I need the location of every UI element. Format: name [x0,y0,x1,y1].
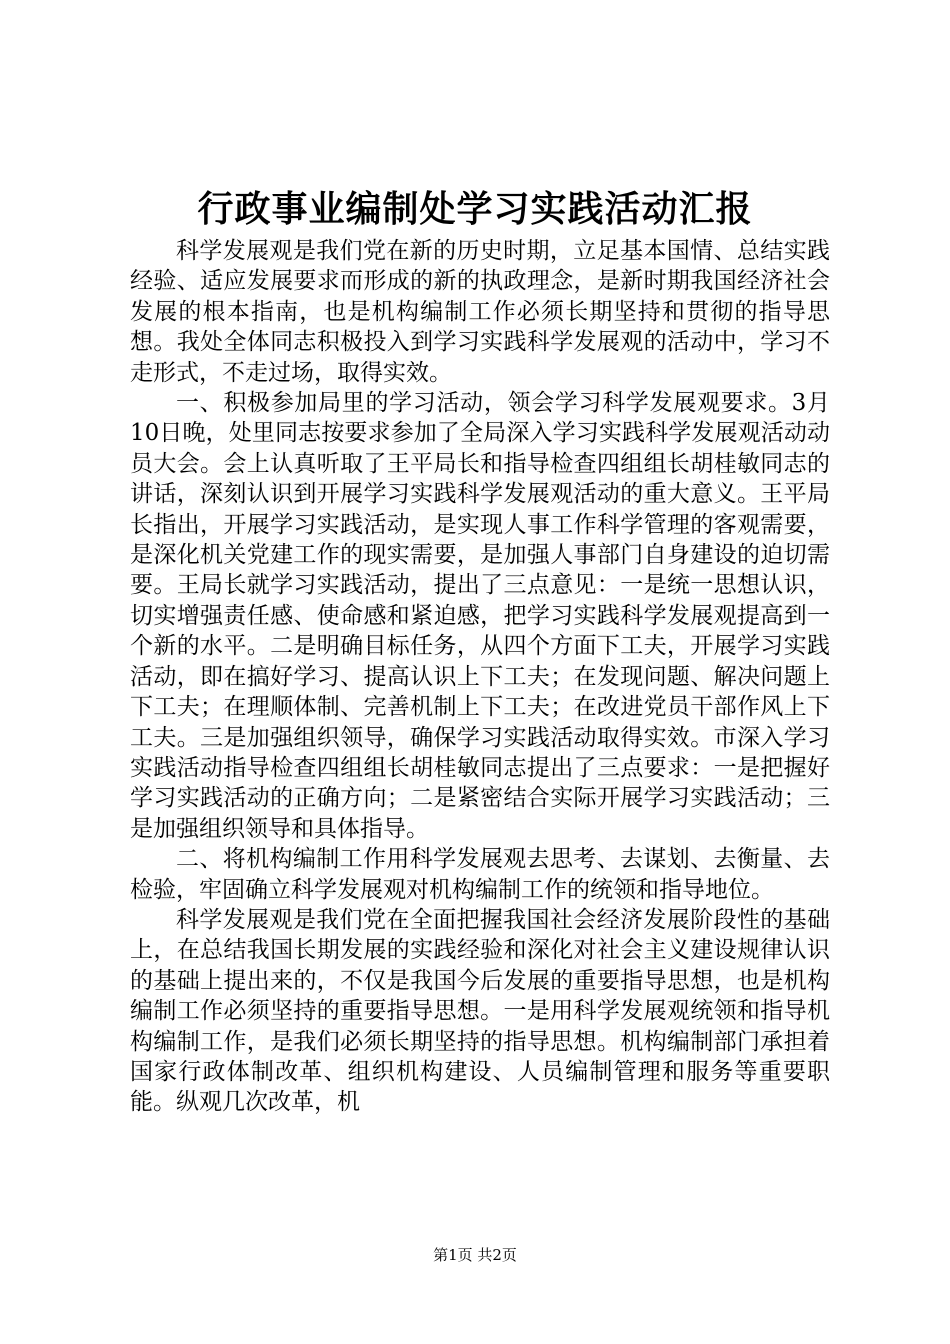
paragraph: 科学发展观是我们党在全面把握我国社会经济发展阶段性的基础上，在总结我国长期发展的实践经验和深化对社会主义建设规律认识的基础上提出来的，不仅是我国今后发展的重要指导思想，也是机构编制工作必须坚持的重要指导思想。一是用科学发展观统领和指导机构编制工作，是我们必须长期坚持的指导思想。机构编制部门承担着国家行政体制改革、组织机构建设、人员编制管理和服务等重要职能。纵观几次改革，机 [130,906,830,1116]
paragraph: 科学发展观是我们党在新的历史时期，立足基本国情、总结实践经验、适应发展要求而形成的新的执政理念，是新时期我国经济社会发展的根本指南，也是机构编制工作必须长期坚持和贯彻的指导思想。我处全体同志积极投入到学习实践科学发展观的活动中，学习不走形式，不走过场，取得实效。 [130,238,830,386]
document-title: 行政事业编制处学习实践活动汇报 [197,188,753,230]
document-body [130,236,830,1118]
page-footer: 第1页 共2页 [433,1246,517,1264]
paragraph: 二、将机构编制工作用科学发展观去思考、去谋划、去衡量、去检验，牢固确立科学发展观对机构编制工作的统领和指导地位。 [130,846,830,903]
paragraph: 一、积极参加局里的学习活动，领会学习科学发展观要求。3月10日晚，处里同志按要求参加了全局深入学习实践科学发展观活动动员大会。会上认真听取了王平局长和指导检查四组组长胡桂敏同志的讲话，深刻认识到开展学习实践科学发展观活动的重大意义。王平局长指出，开展学习实践活动，是实现人事工作科学管理的客观需要，是深化机关党建工作的现实需要，是加强人事部门自身建设的迫切需要。王局长就学习实践活动，提出了三点意见：一是统一思想认识，切实增强责任感、使命感和紧迫感，把学习实践科学发展观提高到一个新的水平。二是明确目标任务，从四个方面下工夫，开展学习实践活动，即在搞好学习、提高认识上下工夫；在发现问题、解决问题上下工夫；在理顺体制、完善机制上下工夫；在改进党员干部作风上下工夫。三是加强组织领导，确保学习实践活动取得实效。市深入学习实践活动指导检查四组组长胡桂敏同志提出了三点要求：一是把握好学习实践活动的正确方向；二是紧密结合实际开展学习实践活动；三是加强组织领导和具体指导。 [130,390,830,842]
